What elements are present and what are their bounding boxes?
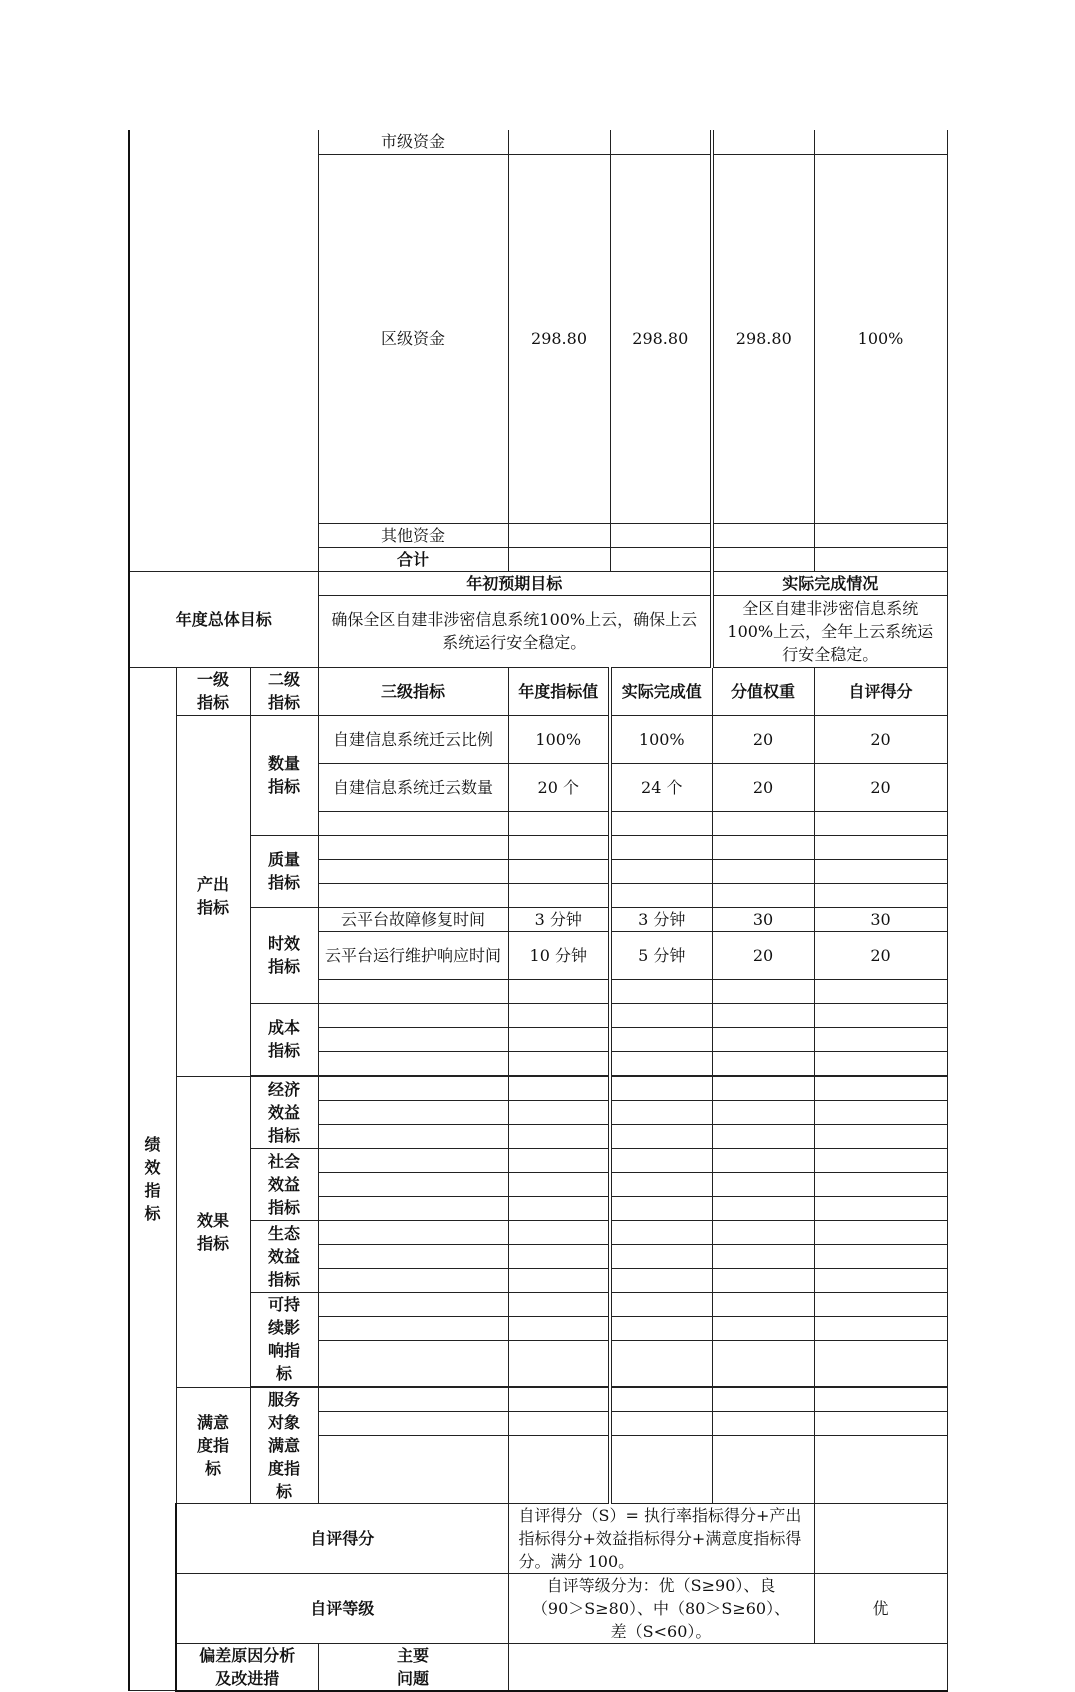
deviation-label: 偏差原因分析及改进措	[176, 1643, 318, 1691]
indicator-weight: 20	[712, 715, 814, 763]
empty-cell	[318, 1076, 508, 1100]
empty-cell	[318, 1148, 508, 1172]
empty-cell	[508, 1220, 610, 1244]
indicator-target: 20 个	[508, 763, 610, 811]
indicator-target: 3 分钟	[508, 907, 610, 931]
empty-cell	[610, 883, 712, 907]
empty-cell	[814, 1148, 947, 1172]
empty-cell	[508, 1076, 610, 1100]
level2-timeliness: 时效指标	[250, 907, 318, 1003]
empty-cell	[814, 1051, 947, 1075]
indicator-target: 100%	[508, 715, 610, 763]
empty-cell	[814, 1220, 947, 1244]
empty-cell	[814, 835, 947, 859]
empty-cell	[814, 1503, 947, 1573]
empty-cell	[508, 1100, 610, 1124]
empty-cell	[508, 1292, 610, 1316]
empty-cell	[610, 811, 712, 835]
empty-cell	[712, 883, 814, 907]
empty-cell	[712, 1172, 814, 1196]
indicator-target: 10 分钟	[508, 931, 610, 979]
actual-goal-header: 实际完成情况	[712, 571, 947, 595]
empty-cell	[712, 1196, 814, 1220]
empty-cell	[318, 883, 508, 907]
empty-cell	[712, 1027, 814, 1051]
empty-cell	[508, 1340, 610, 1386]
level2-sustainable: 可持续影响指标	[250, 1292, 318, 1386]
indicator-name: 自建信息系统迁云数量	[318, 763, 508, 811]
district-funds-label: 区级资金	[318, 154, 508, 523]
level1-satisfaction: 满意度指标	[176, 1387, 250, 1503]
other-funds-cell	[814, 523, 947, 547]
empty-cell	[610, 1316, 712, 1340]
empty-cell	[508, 883, 610, 907]
empty-cell	[610, 1340, 712, 1386]
empty-cell	[610, 979, 712, 1003]
indicator-score: 30	[814, 907, 947, 931]
empty-cell	[610, 1411, 712, 1435]
empty-cell	[814, 1411, 947, 1435]
empty-cell	[712, 1435, 814, 1503]
indicator-actual: 3 分钟	[610, 907, 712, 931]
empty-cell	[712, 1124, 814, 1148]
empty-cell	[318, 1411, 508, 1435]
empty-cell	[318, 1100, 508, 1124]
empty-cell	[712, 1100, 814, 1124]
indicator-weight: 30	[712, 907, 814, 931]
header-weight: 分值权重	[712, 667, 814, 715]
indicator-score: 20	[814, 931, 947, 979]
empty-cell	[610, 1051, 712, 1075]
empty-cell	[814, 1244, 947, 1268]
header-actual-value: 实际完成值	[610, 667, 712, 715]
empty-cell	[712, 1003, 814, 1027]
empty-cell	[610, 1003, 712, 1027]
empty-cell	[318, 1292, 508, 1316]
empty-cell	[508, 1051, 610, 1075]
empty-cell	[318, 1051, 508, 1075]
total-funds-cell	[814, 547, 947, 571]
empty-cell	[508, 1124, 610, 1148]
other-funds-cell	[508, 523, 610, 547]
performance-indicators-label: 绩效指标	[129, 667, 176, 1691]
empty-cell	[814, 979, 947, 1003]
empty-cell	[712, 1244, 814, 1268]
level1-effect: 效果指标	[176, 1076, 250, 1387]
empty-cell	[814, 859, 947, 883]
level1-output: 产出指标	[176, 715, 250, 1076]
indicator-score: 20	[814, 715, 947, 763]
empty-cell	[508, 1027, 610, 1051]
empty-cell	[508, 1268, 610, 1292]
empty-cell	[508, 835, 610, 859]
empty-cell	[712, 1387, 814, 1411]
initial-goal-header: 年初预期目标	[318, 571, 712, 595]
deviation-sub-label: 主要问题	[318, 1643, 508, 1691]
empty-cell	[508, 1172, 610, 1196]
indicator-name: 云平台运行维护响应时间	[318, 931, 508, 979]
empty-cell	[318, 1220, 508, 1244]
empty-cell	[610, 1292, 712, 1316]
empty-cell	[712, 811, 814, 835]
self-score-label: 自评得分	[176, 1503, 508, 1573]
level2-cost: 成本指标	[250, 1003, 318, 1075]
empty-cell	[814, 1316, 947, 1340]
empty-cell	[814, 1268, 947, 1292]
funds-blank-cell	[129, 130, 318, 571]
total-funds-cell	[712, 547, 814, 571]
empty-cell	[712, 1220, 814, 1244]
empty-cell	[318, 1027, 508, 1051]
empty-cell	[610, 1124, 712, 1148]
empty-cell	[610, 835, 712, 859]
level2-service-satisfaction: 服务对象满意度指标	[250, 1387, 318, 1503]
empty-cell	[508, 1387, 610, 1411]
indicator-name: 云平台故障修复时间	[318, 907, 508, 931]
empty-cell	[712, 1268, 814, 1292]
empty-cell	[712, 835, 814, 859]
actual-goal-text: 全区自建非涉密信息系统100%上云，全年上云系统运行安全稳定。	[712, 595, 947, 667]
indicator-weight: 20	[712, 931, 814, 979]
empty-cell	[318, 1003, 508, 1027]
empty-cell	[712, 1316, 814, 1340]
other-funds-label: 其他资金	[318, 523, 508, 547]
total-funds-cell	[610, 547, 712, 571]
indicator-actual: 100%	[610, 715, 712, 763]
annual-goal-label: 年度总体目标	[129, 571, 318, 667]
self-grade-rule: 自评等级分为：优（S≥90）、良（90＞S≥80）、中（80＞S≥60）、差（S<60）。	[508, 1573, 814, 1643]
empty-cell	[318, 1124, 508, 1148]
empty-cell	[814, 1076, 947, 1100]
level2-economic: 经济效益指标	[250, 1076, 318, 1148]
empty-cell	[814, 1292, 947, 1316]
indicator-actual: 5 分钟	[610, 931, 712, 979]
empty-cell	[318, 1316, 508, 1340]
empty-cell	[508, 1196, 610, 1220]
initial-goal-text: 确保全区自建非涉密信息系统100%上云，确保上云系统运行安全稳定。	[318, 595, 712, 667]
empty-cell	[318, 1172, 508, 1196]
self-score-formula: 自评得分（S）= 执行率指标得分+产出指标得分+效益指标得分+满意度指标得分。满分 100。	[508, 1503, 814, 1573]
header-level1: 一级指标	[176, 667, 250, 715]
empty-cell	[508, 811, 610, 835]
empty-cell	[712, 1340, 814, 1386]
empty-cell	[610, 1220, 712, 1244]
empty-cell	[610, 1435, 712, 1503]
empty-cell	[508, 1411, 610, 1435]
indicator-score: 20	[814, 763, 947, 811]
empty-cell	[610, 1076, 712, 1100]
header-level3: 三级指标	[318, 667, 508, 715]
city-funds-cell	[508, 130, 610, 154]
empty-cell	[610, 1172, 712, 1196]
empty-cell	[814, 1340, 947, 1386]
empty-cell	[610, 1100, 712, 1124]
empty-cell	[318, 1435, 508, 1503]
level2-quality: 质量指标	[250, 835, 318, 907]
district-funds-value: 298.80	[712, 154, 814, 523]
empty-cell	[712, 1148, 814, 1172]
empty-cell	[814, 1387, 947, 1411]
empty-cell	[712, 1076, 814, 1100]
empty-cell	[610, 1196, 712, 1220]
performance-self-evaluation-table	[128, 130, 948, 1692]
empty-cell	[814, 1435, 947, 1503]
empty-cell	[814, 1196, 947, 1220]
empty-cell	[712, 1292, 814, 1316]
empty-cell	[318, 859, 508, 883]
empty-cell	[610, 1387, 712, 1411]
city-funds-label: 市级资金	[318, 130, 508, 154]
other-funds-cell	[610, 523, 712, 547]
self-grade-value: 优	[814, 1573, 947, 1643]
empty-cell	[508, 859, 610, 883]
header-level2: 二级指标	[250, 667, 318, 715]
level2-ecological: 生态效益指标	[250, 1220, 318, 1292]
empty-cell	[318, 811, 508, 835]
district-funds-value: 298.80	[610, 154, 712, 523]
empty-cell	[814, 1100, 947, 1124]
header-annual-target: 年度指标值	[508, 667, 610, 715]
empty-cell	[814, 1027, 947, 1051]
indicator-weight: 20	[712, 763, 814, 811]
empty-cell	[712, 859, 814, 883]
empty-cell	[814, 811, 947, 835]
empty-cell	[318, 1268, 508, 1292]
city-funds-cell	[814, 130, 947, 154]
empty-cell	[318, 835, 508, 859]
empty-cell	[508, 1316, 610, 1340]
level2-social: 社会效益指标	[250, 1148, 318, 1220]
empty-cell	[508, 979, 610, 1003]
indicator-actual: 24 个	[610, 763, 712, 811]
empty-cell	[610, 1244, 712, 1268]
empty-cell	[814, 1124, 947, 1148]
empty-cell	[610, 1027, 712, 1051]
deviation-content	[508, 1643, 947, 1691]
level2-quantity: 数量指标	[250, 715, 318, 835]
total-funds-label: 合计	[318, 547, 508, 571]
empty-cell	[318, 1244, 508, 1268]
empty-cell	[318, 1387, 508, 1411]
header-self-score: 自评得分	[814, 667, 947, 715]
empty-cell	[318, 979, 508, 1003]
empty-cell	[508, 1003, 610, 1027]
empty-cell	[814, 1003, 947, 1027]
empty-cell	[508, 1435, 610, 1503]
self-grade-label: 自评等级	[176, 1573, 508, 1643]
empty-cell	[712, 1411, 814, 1435]
district-funds-value: 298.80	[508, 154, 610, 523]
empty-cell	[610, 1268, 712, 1292]
empty-cell	[318, 1196, 508, 1220]
empty-cell	[508, 1244, 610, 1268]
district-funds-value: 100%	[814, 154, 947, 523]
empty-cell	[712, 1051, 814, 1075]
empty-cell	[814, 1172, 947, 1196]
total-funds-cell	[508, 547, 610, 571]
empty-cell	[508, 1148, 610, 1172]
other-funds-cell	[712, 523, 814, 547]
empty-cell	[814, 883, 947, 907]
empty-cell	[610, 1148, 712, 1172]
city-funds-cell	[610, 130, 712, 154]
city-funds-cell	[712, 130, 814, 154]
empty-cell	[610, 859, 712, 883]
indicator-name: 自建信息系统迁云比例	[318, 715, 508, 763]
empty-cell	[318, 1340, 508, 1386]
empty-cell	[712, 979, 814, 1003]
